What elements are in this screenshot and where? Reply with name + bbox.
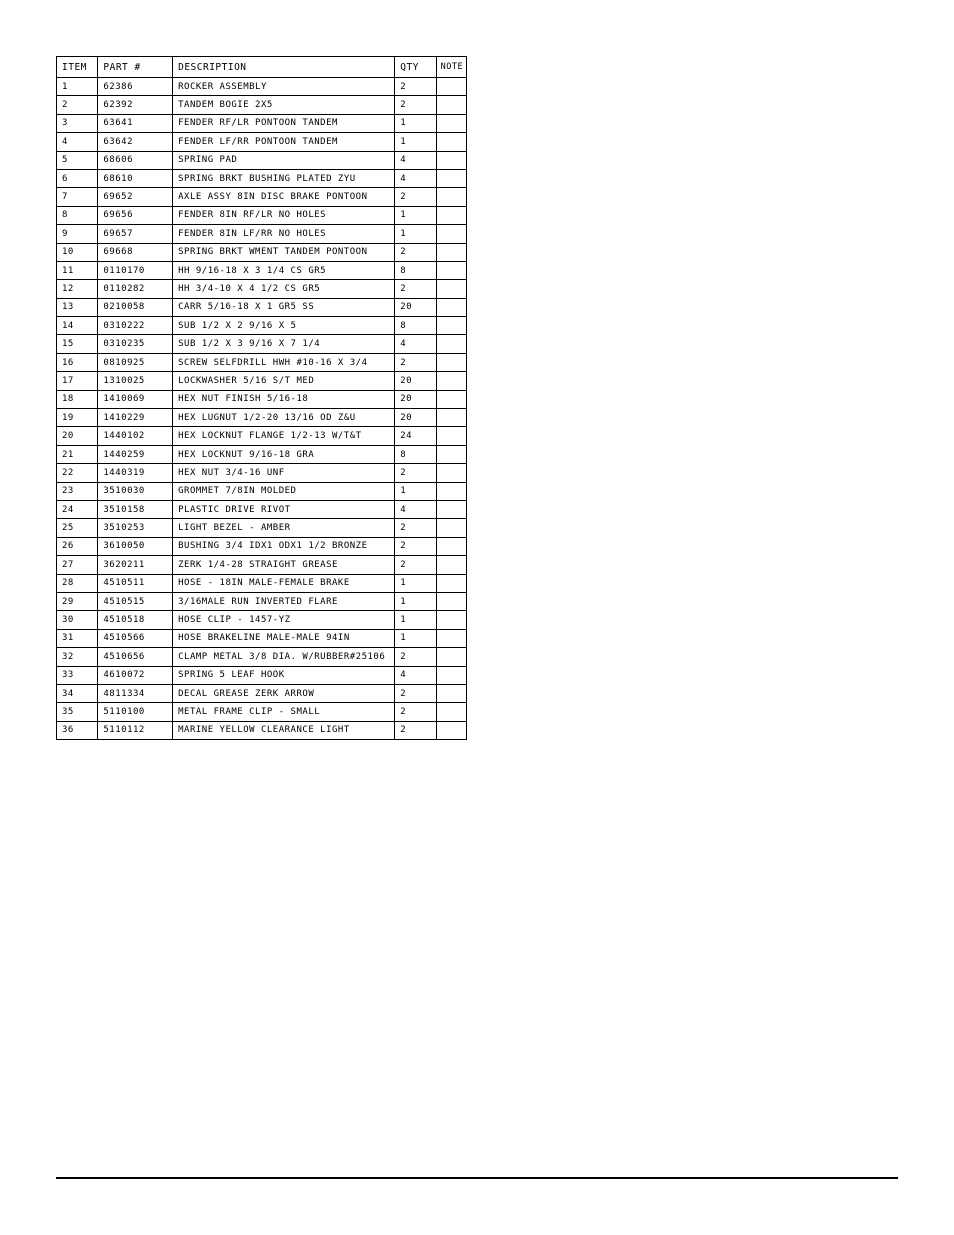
cell-item: 15 <box>57 335 98 353</box>
cell-item: 24 <box>57 500 98 518</box>
cell-description: HEX NUT FINISH 5/16-18 <box>173 390 395 408</box>
cell-part-number: 4610072 <box>98 666 173 684</box>
table-row <box>57 353 467 371</box>
cell-description: SUB 1/2 X 3 9/16 X 7 1/4 <box>173 335 395 353</box>
cell-qty: 20 <box>395 390 436 408</box>
cell-part-number: 69656 <box>98 206 173 224</box>
cell-qty: 4 <box>395 666 436 684</box>
table-row <box>57 537 467 555</box>
table-row <box>57 592 467 610</box>
cell-part-number: 63641 <box>98 114 173 132</box>
cell-part-number: 5110100 <box>98 703 173 721</box>
cell-qty: 1 <box>395 225 436 243</box>
table-row <box>57 464 467 482</box>
table-row <box>57 684 467 702</box>
cell-item: 4 <box>57 133 98 151</box>
cell-description: FENDER 8IN LF/RR NO HOLES <box>173 225 395 243</box>
cell-item: 30 <box>57 611 98 629</box>
cell-note <box>436 372 466 390</box>
cell-qty: 4 <box>395 151 436 169</box>
cell-part-number: 0810925 <box>98 353 173 371</box>
cell-qty: 2 <box>395 537 436 555</box>
cell-note <box>436 169 466 187</box>
cell-qty: 8 <box>395 261 436 279</box>
table-row <box>57 169 467 187</box>
cell-note <box>436 464 466 482</box>
table-row <box>57 151 467 169</box>
header-item: ITEM <box>57 57 98 78</box>
cell-note <box>436 684 466 702</box>
table-row <box>57 298 467 316</box>
cell-description: HEX LOCKNUT 9/16-18 GRA <box>173 445 395 463</box>
cell-part-number: 4510515 <box>98 592 173 610</box>
cell-note <box>436 519 466 537</box>
table-row <box>57 629 467 647</box>
parts-list-table <box>56 56 467 740</box>
cell-item: 9 <box>57 225 98 243</box>
cell-description: HOSE BRAKELINE MALE-MALE 94IN <box>173 629 395 647</box>
cell-qty: 2 <box>395 96 436 114</box>
cell-note <box>436 243 466 261</box>
cell-qty: 2 <box>395 280 436 298</box>
cell-item: 14 <box>57 317 98 335</box>
cell-qty: 20 <box>395 409 436 427</box>
cell-part-number: 69668 <box>98 243 173 261</box>
table-row <box>57 500 467 518</box>
cell-qty: 2 <box>395 353 436 371</box>
cell-qty: 1 <box>395 611 436 629</box>
cell-description: AXLE ASSY 8IN DISC BRAKE PONTOON <box>173 188 395 206</box>
cell-part-number: 0310235 <box>98 335 173 353</box>
table-row <box>57 225 467 243</box>
table-row <box>57 611 467 629</box>
footer-rule <box>56 1177 898 1179</box>
cell-item: 34 <box>57 684 98 702</box>
table-row <box>57 78 467 96</box>
cell-description: HEX LOCKNUT FLANGE 1/2-13 W/T&T <box>173 427 395 445</box>
cell-item: 21 <box>57 445 98 463</box>
cell-note <box>436 261 466 279</box>
cell-qty: 1 <box>395 206 436 224</box>
table-row <box>57 721 467 739</box>
table-row <box>57 243 467 261</box>
cell-qty: 2 <box>395 464 436 482</box>
cell-qty: 2 <box>395 243 436 261</box>
cell-item: 27 <box>57 556 98 574</box>
cell-note <box>436 445 466 463</box>
cell-note <box>436 666 466 684</box>
table-row <box>57 427 467 445</box>
cell-item: 32 <box>57 648 98 666</box>
table-row <box>57 519 467 537</box>
cell-item: 18 <box>57 390 98 408</box>
cell-item: 11 <box>57 261 98 279</box>
cell-part-number: 3610050 <box>98 537 173 555</box>
cell-note <box>436 500 466 518</box>
cell-part-number: 1440102 <box>98 427 173 445</box>
cell-note <box>436 721 466 739</box>
cell-qty: 1 <box>395 482 436 500</box>
cell-part-number: 69657 <box>98 225 173 243</box>
cell-note <box>436 206 466 224</box>
parts-table-body <box>57 78 467 740</box>
table-row <box>57 648 467 666</box>
cell-description: HOSE CLIP - 1457-YZ <box>173 611 395 629</box>
cell-note <box>436 188 466 206</box>
cell-note <box>436 317 466 335</box>
cell-item: 1 <box>57 78 98 96</box>
cell-qty: 2 <box>395 721 436 739</box>
cell-item: 2 <box>57 96 98 114</box>
cell-part-number: 1440259 <box>98 445 173 463</box>
parts-table-header <box>57 57 467 78</box>
cell-qty: 20 <box>395 372 436 390</box>
cell-item: 10 <box>57 243 98 261</box>
cell-description: SPRING PAD <box>173 151 395 169</box>
header-qty: QTY <box>395 57 436 78</box>
cell-item: 28 <box>57 574 98 592</box>
cell-item: 36 <box>57 721 98 739</box>
cell-note <box>436 574 466 592</box>
cell-part-number: 3620211 <box>98 556 173 574</box>
cell-note <box>436 390 466 408</box>
cell-qty: 1 <box>395 629 436 647</box>
cell-description: SPRING BRKT WMENT TANDEM PONTOON <box>173 243 395 261</box>
cell-part-number: 1410229 <box>98 409 173 427</box>
cell-description: FENDER LF/RR PONTOON TANDEM <box>173 133 395 151</box>
cell-description: FENDER RF/LR PONTOON TANDEM <box>173 114 395 132</box>
table-row <box>57 666 467 684</box>
cell-qty: 20 <box>395 298 436 316</box>
cell-part-number: 4510656 <box>98 648 173 666</box>
cell-qty: 4 <box>395 500 436 518</box>
cell-item: 3 <box>57 114 98 132</box>
cell-part-number: 69652 <box>98 188 173 206</box>
cell-description: DECAL GREASE ZERK ARROW <box>173 684 395 702</box>
cell-note <box>436 592 466 610</box>
cell-qty: 2 <box>395 684 436 702</box>
cell-item: 17 <box>57 372 98 390</box>
cell-description: SCREW SELFDRILL HWH #10-16 X 3/4 <box>173 353 395 371</box>
table-row <box>57 335 467 353</box>
cell-part-number: 68610 <box>98 169 173 187</box>
cell-item: 23 <box>57 482 98 500</box>
cell-note <box>436 427 466 445</box>
cell-qty: 2 <box>395 78 436 96</box>
cell-part-number: 62392 <box>98 96 173 114</box>
table-row <box>57 188 467 206</box>
table-row <box>57 206 467 224</box>
cell-part-number: 0210058 <box>98 298 173 316</box>
cell-note <box>436 611 466 629</box>
cell-part-number: 68606 <box>98 151 173 169</box>
cell-description: GROMMET 7/8IN MOLDED <box>173 482 395 500</box>
cell-note <box>436 629 466 647</box>
cell-note <box>436 353 466 371</box>
table-row <box>57 280 467 298</box>
cell-part-number: 0110282 <box>98 280 173 298</box>
cell-part-number: 3510158 <box>98 500 173 518</box>
cell-part-number: 3510030 <box>98 482 173 500</box>
table-row <box>57 390 467 408</box>
cell-description: MARINE YELLOW CLEARANCE LIGHT <box>173 721 395 739</box>
cell-description: SUB 1/2 X 2 9/16 X 5 <box>173 317 395 335</box>
cell-item: 13 <box>57 298 98 316</box>
table-row <box>57 703 467 721</box>
table-row <box>57 445 467 463</box>
cell-item: 7 <box>57 188 98 206</box>
cell-note <box>436 648 466 666</box>
cell-item: 8 <box>57 206 98 224</box>
cell-description: METAL FRAME CLIP - SMALL <box>173 703 395 721</box>
cell-description: FENDER 8IN RF/LR NO HOLES <box>173 206 395 224</box>
cell-qty: 4 <box>395 169 436 187</box>
cell-part-number: 1410069 <box>98 390 173 408</box>
cell-part-number: 5110112 <box>98 721 173 739</box>
cell-description: TANDEM BOGIE 2X5 <box>173 96 395 114</box>
cell-note <box>436 537 466 555</box>
cell-part-number: 0310222 <box>98 317 173 335</box>
cell-part-number: 4510518 <box>98 611 173 629</box>
cell-description: LOCKWASHER 5/16 S/T MED <box>173 372 395 390</box>
cell-note <box>436 280 466 298</box>
cell-note <box>436 225 466 243</box>
cell-qty: 1 <box>395 114 436 132</box>
cell-qty: 2 <box>395 556 436 574</box>
table-row <box>57 482 467 500</box>
cell-qty: 4 <box>395 335 436 353</box>
table-row <box>57 96 467 114</box>
cell-part-number: 4510511 <box>98 574 173 592</box>
cell-qty: 2 <box>395 703 436 721</box>
cell-description: ZERK 1/4-28 STRAIGHT GREASE <box>173 556 395 574</box>
cell-item: 31 <box>57 629 98 647</box>
cell-qty: 8 <box>395 317 436 335</box>
cell-item: 29 <box>57 592 98 610</box>
cell-note <box>436 78 466 96</box>
cell-description: HEX LUGNUT 1/2-20 13/16 OD Z&U <box>173 409 395 427</box>
cell-qty: 1 <box>395 133 436 151</box>
cell-part-number: 63642 <box>98 133 173 151</box>
cell-part-number: 62386 <box>98 78 173 96</box>
cell-item: 25 <box>57 519 98 537</box>
header-note: NOTE <box>436 57 466 78</box>
cell-part-number: 3510253 <box>98 519 173 537</box>
cell-qty: 24 <box>395 427 436 445</box>
cell-item: 5 <box>57 151 98 169</box>
cell-qty: 2 <box>395 519 436 537</box>
table-row <box>57 556 467 574</box>
cell-item: 26 <box>57 537 98 555</box>
cell-part-number: 1310025 <box>98 372 173 390</box>
cell-note <box>436 409 466 427</box>
cell-item: 16 <box>57 353 98 371</box>
cell-description: PLASTIC DRIVE RIVOT <box>173 500 395 518</box>
cell-item: 22 <box>57 464 98 482</box>
cell-note <box>436 114 466 132</box>
cell-qty: 2 <box>395 188 436 206</box>
cell-qty: 8 <box>395 445 436 463</box>
cell-part-number: 0110170 <box>98 261 173 279</box>
table-row <box>57 409 467 427</box>
cell-description: HH 3/4-10 X 4 1/2 CS GR5 <box>173 280 395 298</box>
table-row <box>57 372 467 390</box>
cell-item: 33 <box>57 666 98 684</box>
cell-item: 19 <box>57 409 98 427</box>
cell-description: HEX NUT 3/4-16 UNF <box>173 464 395 482</box>
cell-description: ROCKER ASSEMBLY <box>173 78 395 96</box>
cell-item: 12 <box>57 280 98 298</box>
header-part-number: PART # <box>98 57 173 78</box>
cell-description: CLAMP METAL 3/8 DIA. W/RUBBER#25106 <box>173 648 395 666</box>
cell-part-number: 1440319 <box>98 464 173 482</box>
cell-note <box>436 298 466 316</box>
cell-description: CARR 5/16-18 X 1 GR5 SS <box>173 298 395 316</box>
cell-note <box>436 556 466 574</box>
cell-description: HH 9/16-18 X 3 1/4 CS GR5 <box>173 261 395 279</box>
table-row <box>57 114 467 132</box>
header-description: DESCRIPTION <box>173 57 395 78</box>
cell-description: SPRING 5 LEAF HOOK <box>173 666 395 684</box>
cell-part-number: 4510566 <box>98 629 173 647</box>
cell-description: BUSHING 3/4 IDX1 ODX1 1/2 BRONZE <box>173 537 395 555</box>
cell-qty: 1 <box>395 592 436 610</box>
table-row <box>57 261 467 279</box>
cell-note <box>436 335 466 353</box>
cell-qty: 2 <box>395 648 436 666</box>
cell-note <box>436 151 466 169</box>
table-row <box>57 574 467 592</box>
cell-item: 6 <box>57 169 98 187</box>
cell-note <box>436 703 466 721</box>
cell-description: 3/16MALE RUN INVERTED FLARE <box>173 592 395 610</box>
cell-description: SPRING BRKT BUSHING PLATED ZYU <box>173 169 395 187</box>
cell-note <box>436 482 466 500</box>
cell-description: LIGHT BEZEL - AMBER <box>173 519 395 537</box>
cell-description: HOSE - 18IN MALE-FEMALE BRAKE <box>173 574 395 592</box>
table-row <box>57 133 467 151</box>
header-row <box>57 57 467 78</box>
cell-note <box>436 133 466 151</box>
cell-part-number: 4811334 <box>98 684 173 702</box>
cell-item: 20 <box>57 427 98 445</box>
cell-note <box>436 96 466 114</box>
cell-qty: 1 <box>395 574 436 592</box>
table-row <box>57 317 467 335</box>
cell-item: 35 <box>57 703 98 721</box>
